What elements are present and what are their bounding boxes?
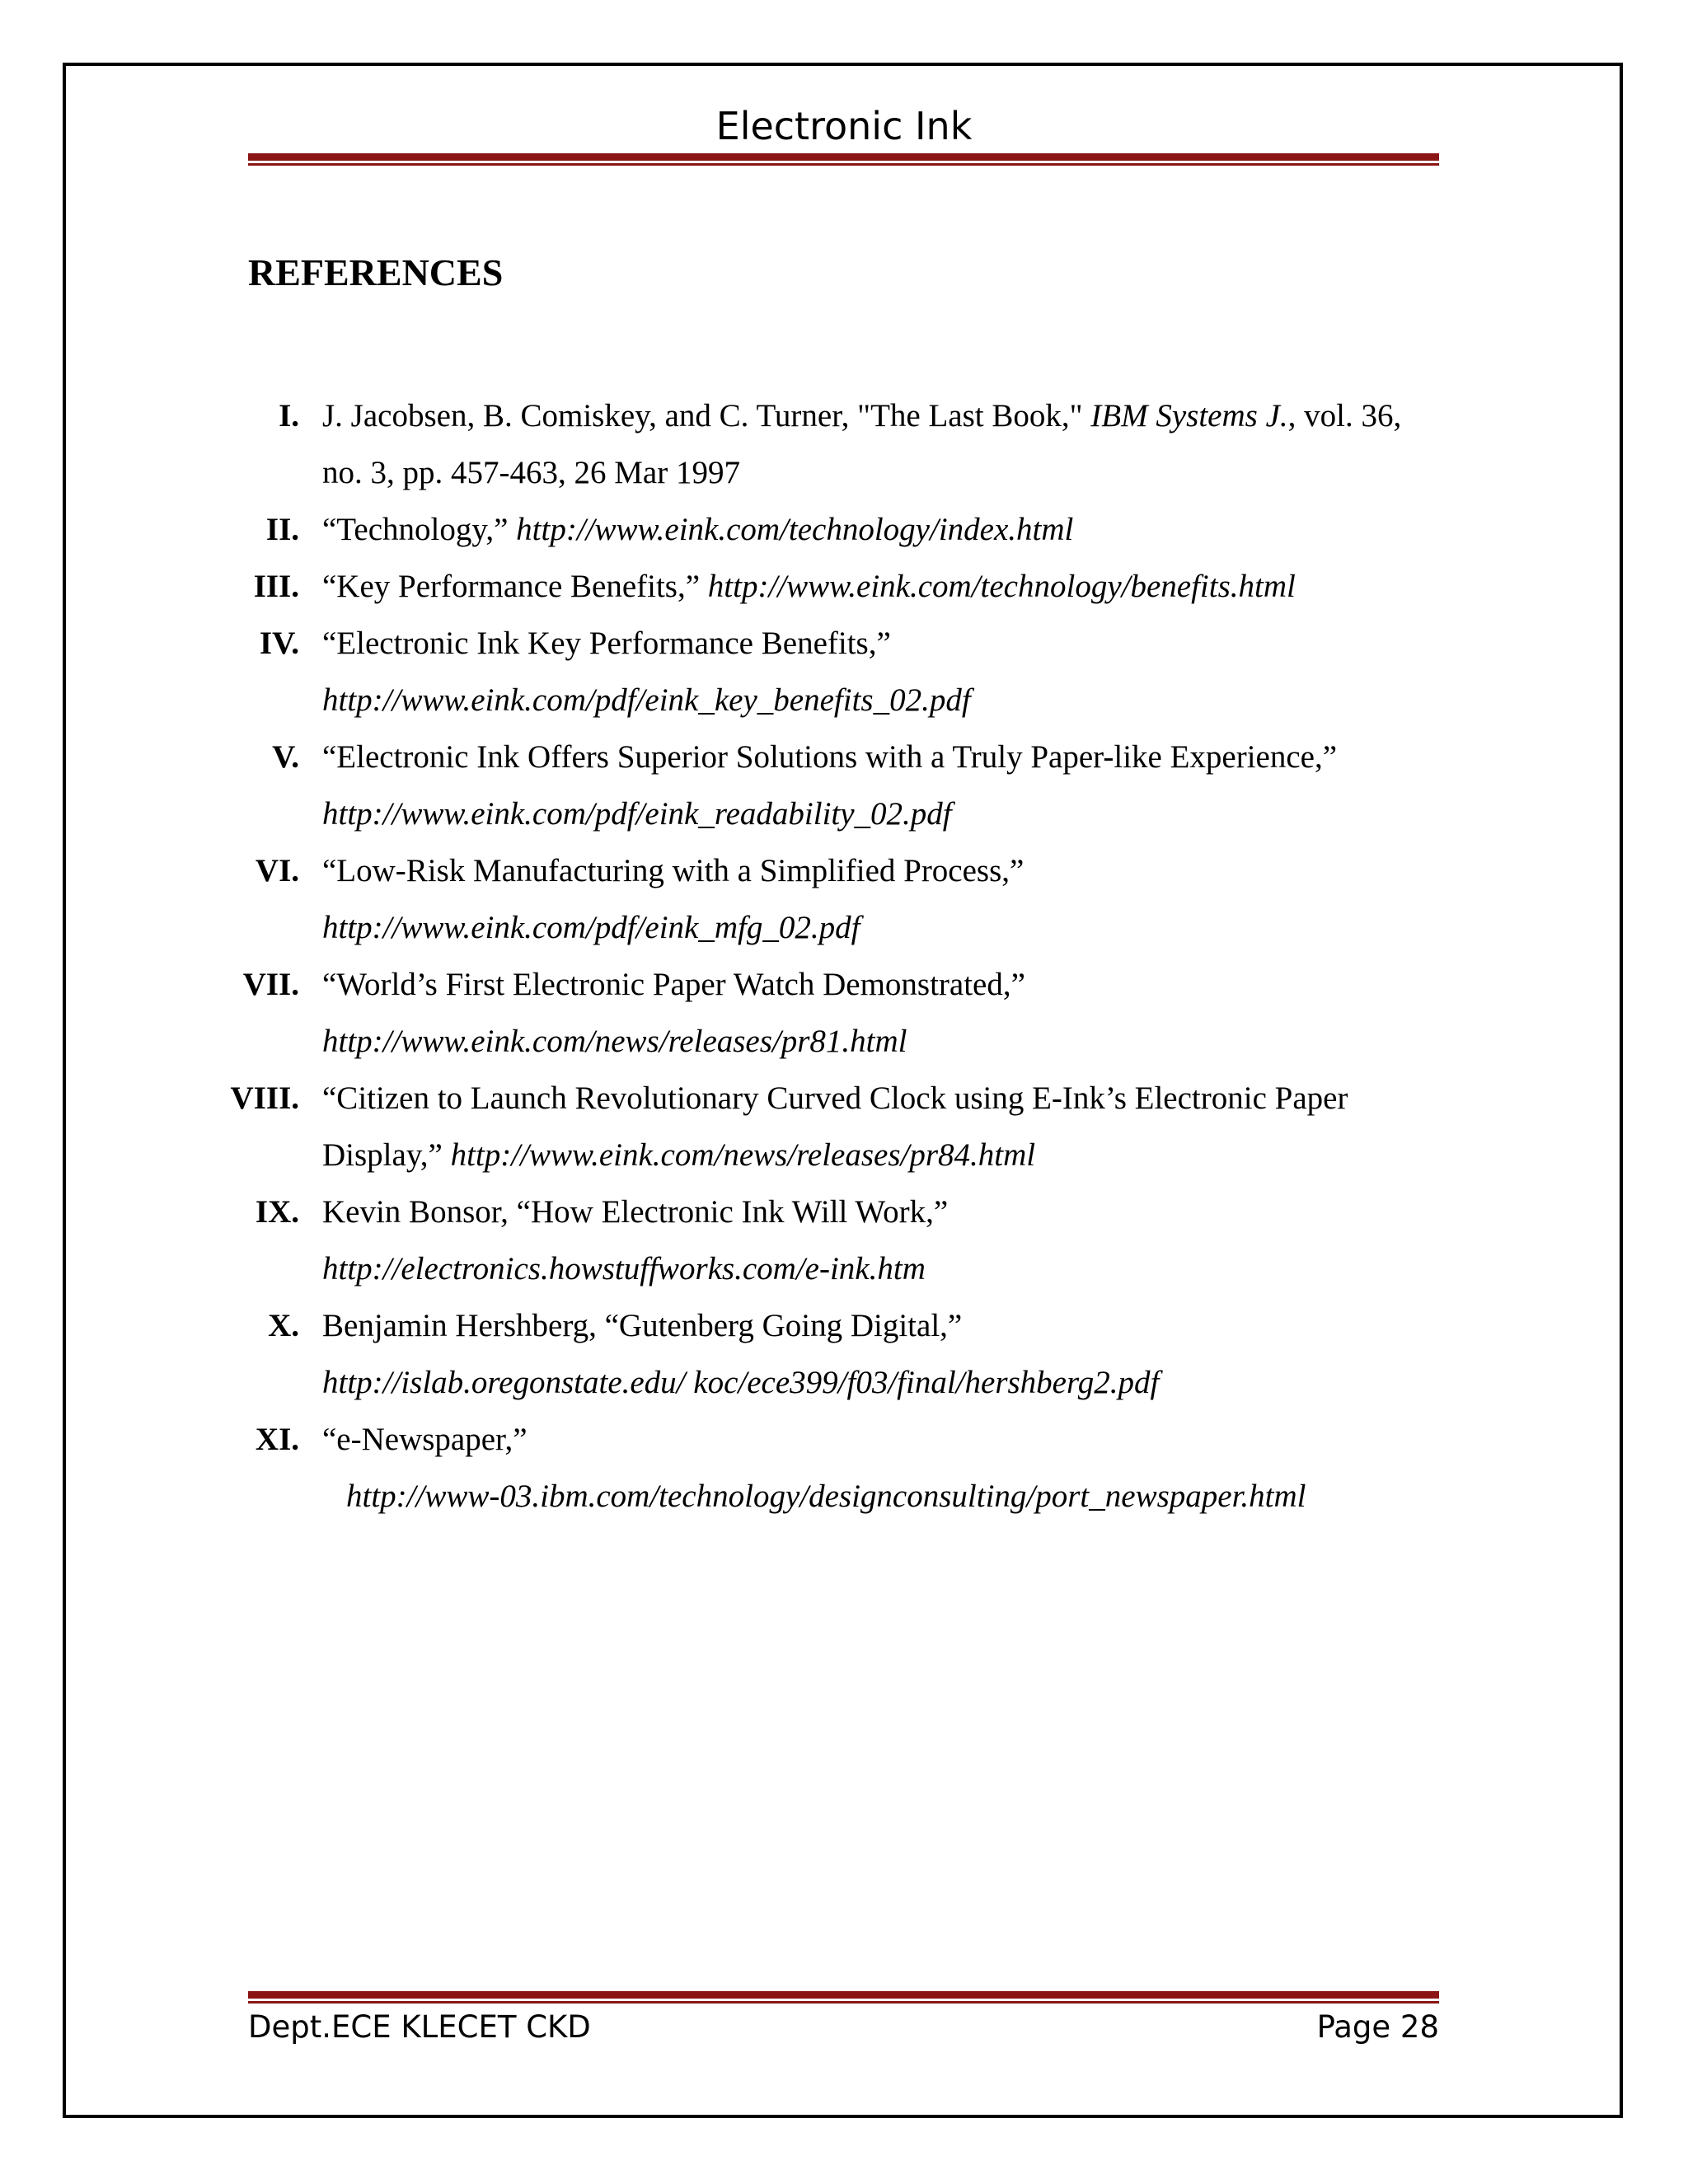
reference-number: VIII. bbox=[230, 1080, 299, 1116]
header-rule-thin bbox=[248, 163, 1439, 166]
reference-line bbox=[0, 842, 1688, 899]
reference-number: II. bbox=[265, 512, 299, 547]
reference-line bbox=[0, 729, 1688, 785]
reference-url: http://www.eink.com/technology/benefits.html bbox=[707, 569, 1296, 604]
reference-line bbox=[0, 444, 1688, 501]
reference-line bbox=[0, 1127, 1688, 1183]
reference-text: “Technology,” bbox=[322, 512, 517, 547]
reference-item bbox=[0, 387, 1688, 501]
reference-text: “Key Performance Benefits,” bbox=[322, 569, 708, 604]
reference-text: “Electronic Ink Offers Superior Solutions with a Truly Paper-like Experience,” bbox=[322, 739, 1338, 775]
reference-item bbox=[0, 1411, 1688, 1525]
reference-line bbox=[0, 501, 1688, 558]
reference-text: “Electronic Ink Key Performance Benefits,” bbox=[322, 626, 891, 661]
reference-text: “e-Newspaper,” bbox=[322, 1422, 528, 1457]
reference-line bbox=[0, 387, 1688, 444]
reference-text: Benjamin Hershberg, “Gutenberg Going Digital,” bbox=[322, 1308, 963, 1343]
reference-line bbox=[0, 672, 1688, 729]
reference-number: XI. bbox=[255, 1422, 299, 1457]
references-heading: REFERENCES bbox=[248, 251, 504, 293]
reference-text: Display,” bbox=[322, 1137, 451, 1173]
reference-number: IV. bbox=[259, 626, 299, 661]
reference-item bbox=[0, 558, 1688, 615]
footer-rule-thick bbox=[248, 1991, 1439, 1999]
reference-item bbox=[0, 1070, 1688, 1183]
reference-url: http://www.eink.com/pdf/eink_key_benefits_02.pdf bbox=[322, 682, 971, 718]
reference-item bbox=[0, 1297, 1688, 1411]
header-title: Electronic Ink bbox=[715, 104, 973, 148]
reference-text: “Low-Risk Manufacturing with a Simplified Process,” bbox=[322, 853, 1025, 888]
reference-number: I. bbox=[279, 398, 299, 434]
footer-department: Dept.ECE KLECET CKD bbox=[248, 2009, 591, 2045]
reference-line bbox=[0, 1013, 1688, 1070]
reference-text: IBM Systems J. bbox=[1090, 398, 1288, 434]
reference-item bbox=[0, 956, 1688, 1070]
reference-line bbox=[0, 1468, 1688, 1525]
reference-number: VI. bbox=[255, 853, 299, 888]
reference-line bbox=[0, 785, 1688, 842]
reference-url: http://www.eink.com/pdf/eink_readability_02.pdf bbox=[322, 796, 952, 832]
reference-number: III. bbox=[253, 569, 299, 604]
reference-url: http://www.eink.com/technology/index.html bbox=[516, 512, 1074, 547]
reference-text: , vol. 36, bbox=[1287, 398, 1402, 434]
reference-number: V. bbox=[272, 739, 299, 775]
reference-number: IX. bbox=[255, 1194, 299, 1230]
reference-line bbox=[0, 1411, 1688, 1468]
reference-text: no. 3, pp. 457-463, 26 Mar 1997 bbox=[322, 455, 740, 490]
reference-number: X. bbox=[268, 1308, 299, 1343]
reference-url: http://www.eink.com/pdf/eink_mfg_02.pdf bbox=[322, 910, 860, 945]
reference-text: Kevin Bonsor, “How Electronic Ink Will Work,” bbox=[322, 1194, 949, 1230]
reference-url: http://islab.oregonstate.edu/ koc/ece399/f03/final/hershberg2.pdf bbox=[322, 1365, 1160, 1400]
reference-text: J. Jacobsen, B. Comiskey, and C. Turner, "The Last Book," bbox=[322, 398, 1091, 434]
reference-text: “Citizen to Launch Revolutionary Curved Clock using E-Ink’s Electronic Paper bbox=[322, 1080, 1348, 1116]
reference-item bbox=[0, 729, 1688, 842]
reference-line bbox=[0, 615, 1688, 672]
reference-url: http://www-03.ibm.com/technology/designconsulting/port_newspaper.html bbox=[346, 1479, 1306, 1514]
references-list bbox=[0, 387, 1688, 1525]
reference-line bbox=[0, 1297, 1688, 1354]
reference-line bbox=[0, 899, 1688, 956]
reference-number: VII. bbox=[242, 967, 299, 1002]
reference-text: “World’s First Electronic Paper Watch Demonstrated,” bbox=[322, 967, 1025, 1002]
reference-url: http://www.eink.com/news/releases/pr84.html bbox=[450, 1137, 1036, 1173]
footer-page-number: Page 28 bbox=[1316, 2009, 1439, 2045]
reference-item bbox=[0, 615, 1688, 729]
reference-item bbox=[0, 842, 1688, 956]
header-rule-thick bbox=[248, 153, 1439, 161]
reference-url: http://www.eink.com/news/releases/pr81.html bbox=[322, 1024, 907, 1059]
reference-url: http://electronics.howstuffworks.com/e-ink.htm bbox=[322, 1251, 926, 1286]
reference-line bbox=[0, 1240, 1688, 1297]
reference-item bbox=[0, 1183, 1688, 1297]
reference-item bbox=[0, 501, 1688, 558]
reference-line bbox=[0, 1354, 1688, 1411]
reference-line bbox=[0, 1183, 1688, 1240]
